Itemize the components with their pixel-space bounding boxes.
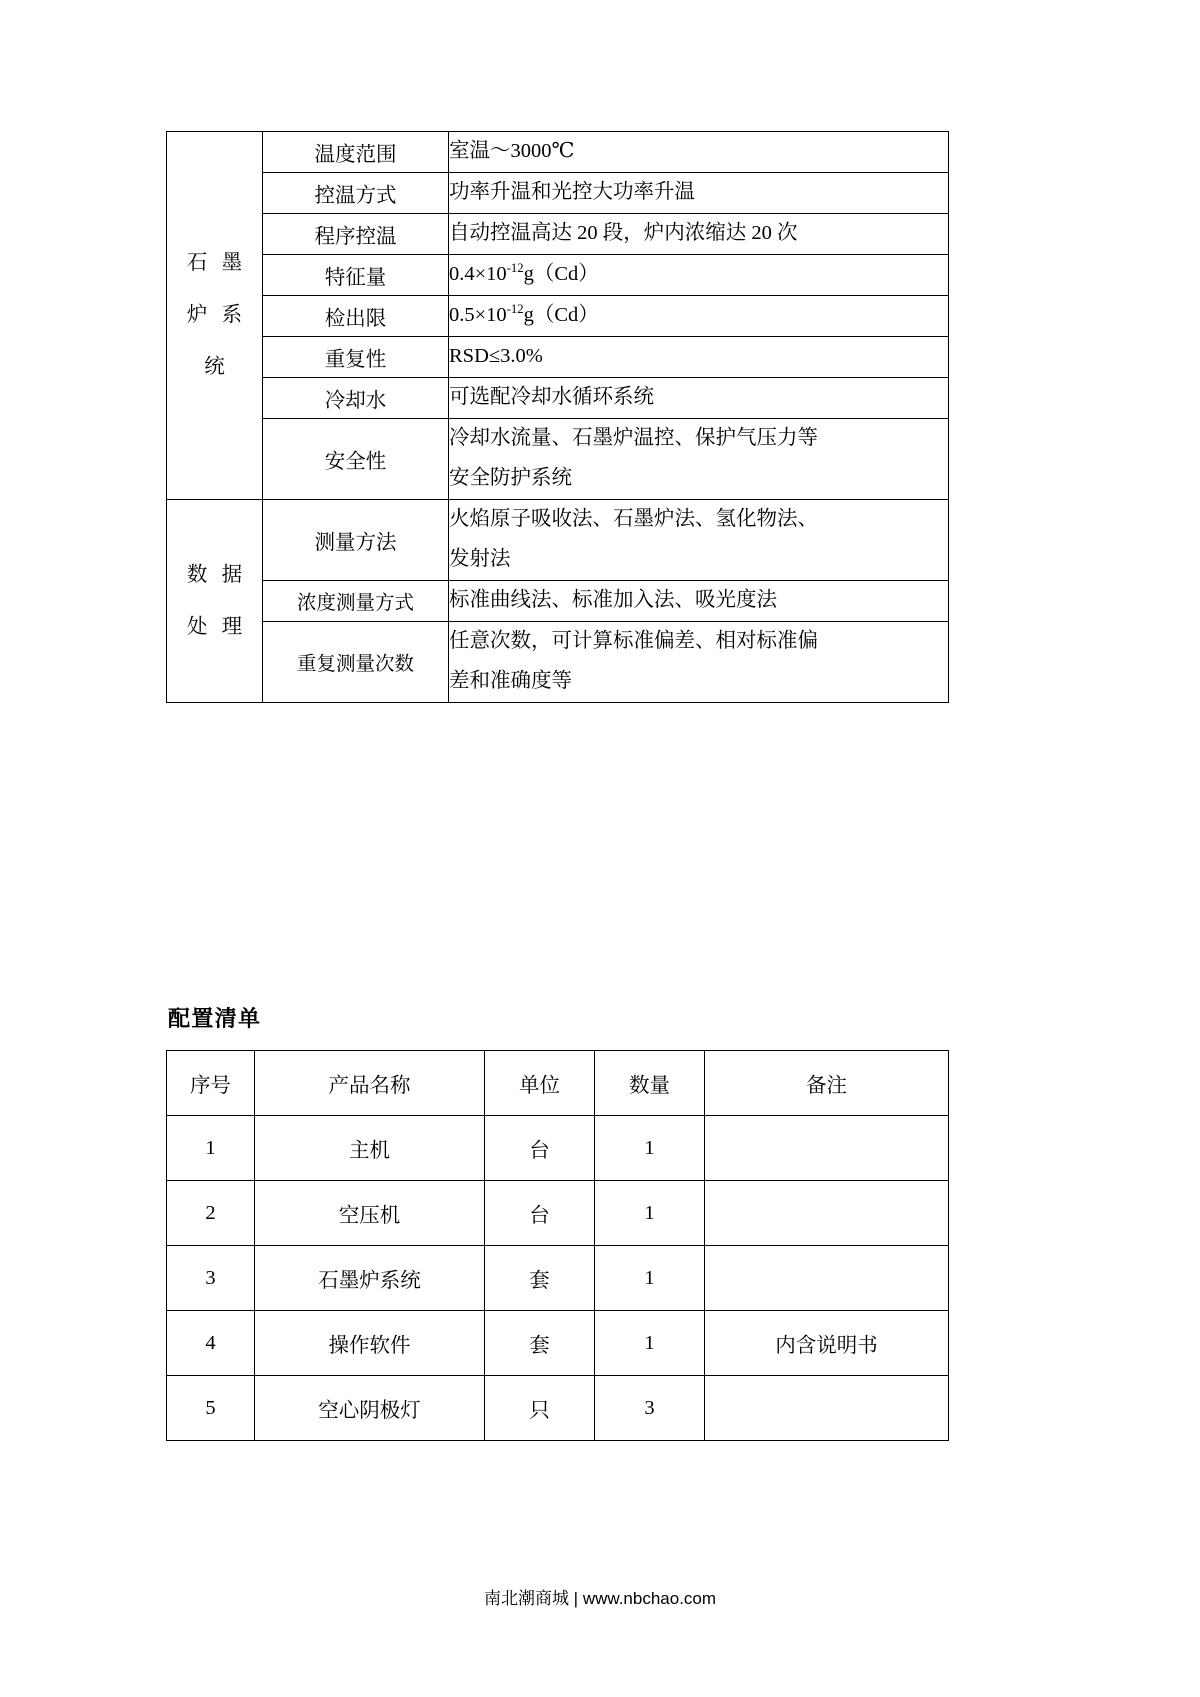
spec-value-line: 任意次数，可计算标准偏差、相对标准偏 (449, 629, 818, 652)
spec-value-line: 差和准确度等 (449, 669, 572, 692)
cell-unit: 只 (485, 1376, 595, 1441)
cell-note: 内含说明书 (705, 1311, 949, 1376)
table-row (167, 295, 949, 336)
page-footer: 南北潮商城 | www.nbchao.com (483, 1589, 717, 1608)
spec-key: 特征量 (263, 254, 449, 295)
spec-key: 检出限 (263, 295, 449, 336)
value-exponent: -12 (506, 302, 524, 317)
spec-key: 控温方式 (263, 172, 449, 213)
table-row (167, 1181, 949, 1246)
spec-value (449, 377, 949, 418)
table-row (167, 580, 949, 621)
column-header-no: 序号 (167, 1051, 255, 1116)
column-header-product: 产品名称 (255, 1051, 485, 1116)
cell-note (705, 1181, 949, 1246)
value-mantissa: 0.5×10 (449, 303, 507, 326)
cell-no: 2 (167, 1181, 255, 1246)
spec-value (449, 132, 949, 173)
table-row (167, 418, 949, 499)
table-row (167, 621, 949, 702)
spec-value-line: 可选配冷却水循环系统 (449, 385, 654, 408)
group-label-line: 处 理 (186, 615, 247, 638)
spec-value-line: 发射法 (449, 547, 511, 570)
spec-value-line: 安全防护系统 (449, 466, 572, 489)
group-label-line: 炉 系 (186, 304, 247, 327)
cell-note (705, 1116, 949, 1181)
table-row (167, 1311, 949, 1376)
cell-qty: 1 (595, 1181, 705, 1246)
spec-value-line: 标准曲线法、标准加入法、吸光度法 (449, 588, 777, 611)
cell-product: 主机 (255, 1116, 485, 1181)
spec-value (449, 621, 949, 702)
spec-key: 安全性 (263, 418, 449, 499)
spec-group-label-graphite (167, 132, 263, 500)
table-row (167, 1246, 949, 1311)
spec-key: 冷却水 (263, 377, 449, 418)
spec-key: 程序控温 (263, 213, 449, 254)
cell-unit: 套 (485, 1246, 595, 1311)
spec-value-line (449, 255, 948, 295)
group-label-line: 石 墨 (186, 252, 247, 275)
table-row (167, 132, 949, 173)
spec-value (449, 213, 949, 254)
spec-value-line: 自动控温高达 20 段，炉内浓缩达 20 次 (449, 221, 798, 244)
spec-value (449, 580, 949, 621)
table-row (167, 336, 949, 377)
cell-qty: 3 (595, 1376, 705, 1441)
table-row (167, 377, 949, 418)
section-heading-config-list: 配置清单 (168, 1006, 262, 1031)
cell-qty: 1 (595, 1116, 705, 1181)
spec-value-line: 室温～3000℃ (449, 140, 575, 162)
cell-no: 3 (167, 1246, 255, 1311)
table-row (167, 1376, 949, 1441)
spec-value-line: 火焰原子吸收法、石墨炉法、氢化物法、 (449, 507, 818, 530)
cell-qty: 1 (595, 1311, 705, 1376)
cell-unit: 台 (485, 1116, 595, 1181)
spec-key: 温度范围 (263, 132, 449, 173)
cell-no: 5 (167, 1376, 255, 1441)
config-list-table (166, 1050, 949, 1441)
column-header-qty: 数量 (595, 1051, 705, 1116)
cell-note (705, 1376, 949, 1441)
spec-key: 重复性 (263, 336, 449, 377)
table-header-row (167, 1051, 949, 1116)
cell-product: 空压机 (255, 1181, 485, 1246)
cell-note (705, 1246, 949, 1311)
table-row (167, 172, 949, 213)
config-table-container (166, 1050, 948, 1441)
cell-unit: 台 (485, 1181, 595, 1246)
table-row (167, 499, 949, 580)
column-header-unit: 单位 (485, 1051, 595, 1116)
value-unit: g（Cd） (523, 262, 599, 285)
spec-value-line (449, 296, 948, 336)
spec-value (449, 172, 949, 213)
table-row (167, 254, 949, 295)
cell-unit: 套 (485, 1311, 595, 1376)
spec-table (166, 131, 949, 703)
group-label-line: 统 (204, 356, 230, 379)
cell-no: 4 (167, 1311, 255, 1376)
spec-value (449, 295, 949, 336)
table-row (167, 213, 949, 254)
spec-value-line: 冷却水流量、石墨炉温控、保护气压力等 (449, 426, 818, 449)
spec-group-label-data (167, 499, 263, 702)
cell-qty: 1 (595, 1246, 705, 1311)
spec-key: 浓度测量方式 (263, 580, 449, 621)
spec-value-line: 功率升温和光控大功率升温 (449, 180, 695, 203)
column-header-note: 备注 (705, 1051, 949, 1116)
spec-value (449, 254, 949, 295)
cell-product: 空心阴极灯 (255, 1376, 485, 1441)
cell-product: 操作软件 (255, 1311, 485, 1376)
value-unit: g（Cd） (523, 303, 599, 326)
spec-key: 重复测量次数 (263, 621, 449, 702)
value-exponent: -12 (506, 261, 524, 276)
spec-value (449, 336, 949, 377)
spec-value (449, 499, 949, 580)
value-mantissa: 0.4×10 (449, 262, 507, 285)
cell-no: 1 (167, 1116, 255, 1181)
spec-table-container (166, 131, 948, 703)
cell-product: 石墨炉系统 (255, 1246, 485, 1311)
spec-value (449, 418, 949, 499)
table-row (167, 1116, 949, 1181)
spec-value-line: RSD≤3.0% (449, 344, 543, 367)
spec-key: 测量方法 (263, 499, 449, 580)
group-label-line: 数 据 (186, 563, 247, 586)
